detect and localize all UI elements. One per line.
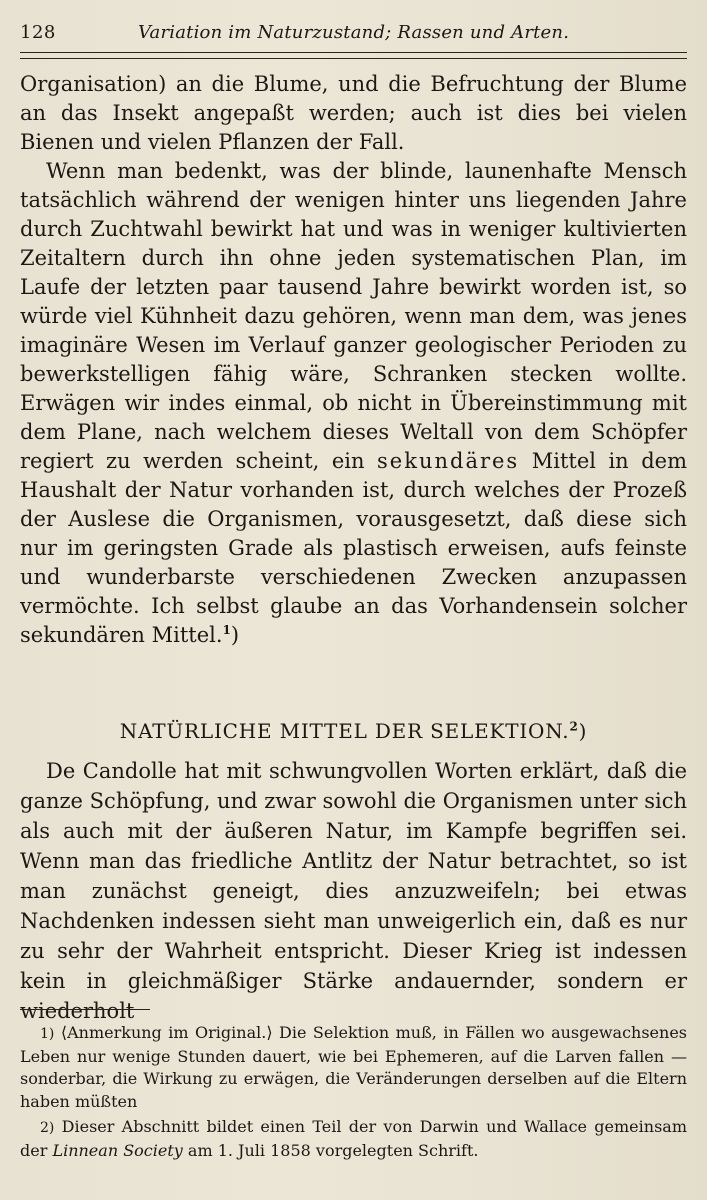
- footnote-1: [20, 1022, 687, 1113]
- footnote-2-mark: 2): [40, 1120, 55, 1136]
- footnote-2-text-start: Dieser Abschnitt bildet einen Teil der von Darwin und Wallace gemeinsam der: [20, 1117, 687, 1160]
- paragraph-de-candolle: De Candolle hat mit schwungvollen Worten erklärt, daß die ganze Schöpfung, und zwar sowohl die Organismen unter sich als auch mit der äußeren Natur, im Kampfe begriffen sei. Wenn man das friedliche Antlitz der Natur betrachtet, so ist man zunächst geneigt, dies anzuzweifeln; bei etwas Nachdenken indessen sieht man unweigerlich ein, daß es nur zu sehr der Wahrheit entspricht. Dieser Krieg ist indessen kein in gleichmäßiger Stärke andauernder, sondern er wiederholt: [20, 759, 687, 1023]
- footnote-2-society-name: Linnean Society: [52, 1140, 183, 1160]
- section-heading: [20, 716, 687, 746]
- paragraph-text-end: Mittel in dem Haushalt der Natur vorhanden ist, durch welches der Prozeß der Auslese die Organismen, vorausgesetzt, daß diese sich nur im geringsten Grade als plastisch erweisen, aufs feinste und wunderbarste verschiedenen Zwecken anzupassen vermöchte. Ich selbst glaube an das Vorhandensein solcher sekundären Mittel.: [20, 449, 687, 647]
- footnote-2-text-end: am 1. Juli 1858 vorgelegten Schrift.: [187, 1140, 479, 1160]
- footnote-reference-2-paren: ): [578, 719, 588, 743]
- body-text: [20, 70, 687, 650]
- footnote-2: [20, 1116, 687, 1162]
- footnote-reference-1-paren: ): [230, 623, 240, 647]
- running-head: [20, 18, 685, 48]
- header-double-rule: [20, 52, 687, 59]
- paragraph-continuation: Organisation) an die Blume, und die Befruchtung der Blume an das Insekt angepaßt werden; auch ist dies bei vielen Bienen und vielen Pflanzen der Fall.: [20, 72, 687, 154]
- footnotes: [20, 1022, 687, 1165]
- section-text: [20, 756, 687, 1026]
- spaced-emphasis-word: sekundäres: [377, 449, 520, 473]
- footnote-1-mark: 1): [40, 1026, 55, 1042]
- footnote-1-text: ⟨Anmerkung im Original.⟩ Die Selektion muß, in Fällen wo ausgewachsenes Leben nur wenige Stunden dauert, wie bei Ephemeren, auf die Larven fallen — sonderbar, die Wirkung zu erwägen, die Veränderungen derselben auf die Eltern haben müßten: [20, 1023, 687, 1111]
- footnote-rule: [20, 1009, 150, 1010]
- page-number: 128: [20, 22, 56, 43]
- footnote-reference-1: 1: [222, 623, 231, 637]
- running-title: Variation im Naturzustand; Rassen und Arten.: [138, 22, 570, 43]
- section-heading-text: NATÜRLICHE MITTEL DER SELEKTION.: [119, 719, 570, 743]
- paragraph-text-start: Wenn man bedenkt, was der blinde, launenhafte Mensch tatsächlich während der wenigen hinter uns liegenden Jahre durch Zuchtwahl bewirkt hat und was in weniger kultivierten Zeitaltern durch ihn ohne jeden systematischen Plan, im Laufe der letzten paar tausend Jahre bewirkt worden ist, so würde viel Kühnheit dazu gehören, wenn man dem, was jenes imaginäre Wesen im Verlauf ganzer geologischer Perioden zu bewerkstelligen fähig wäre, Schranken stecken wollte. Erwägen wir indes einmal, ob nicht in Übereinstimmung mit dem Plane, nach welchem dieses Weltall von dem Schöpfer regiert zu werden scheint, ein: [20, 159, 687, 473]
- paragraph-secondary-means: [20, 157, 687, 650]
- footnote-reference-2: 2: [569, 719, 579, 734]
